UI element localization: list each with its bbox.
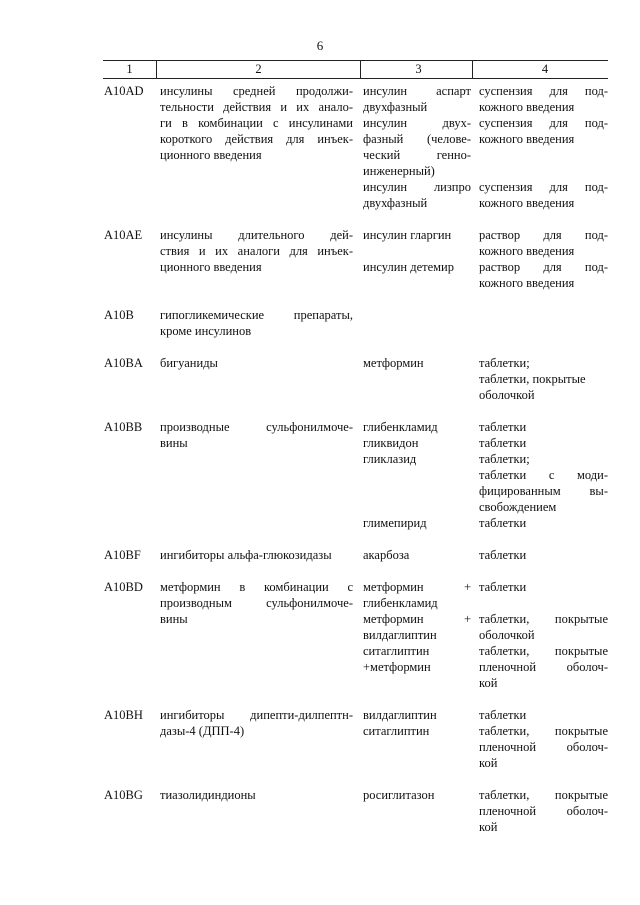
group-description-cell xyxy=(156,227,359,291)
table-row xyxy=(103,307,608,339)
drug-name-line xyxy=(363,243,471,259)
group-description-line: ингибиторы дипепти-дилпептн- xyxy=(160,708,353,722)
atc-code: A10BB xyxy=(104,420,143,434)
table-body xyxy=(103,83,608,835)
drug-name-line xyxy=(363,499,471,515)
dosage-form-line: суспензия для под- xyxy=(479,84,608,98)
dosage-form-line: таблетки xyxy=(479,708,527,722)
group-description-line: ционного введения xyxy=(160,148,262,162)
drug-name-cell xyxy=(359,707,471,771)
table-row xyxy=(103,83,608,211)
dosage-form-line: кожного введения xyxy=(479,196,575,210)
group-description-line: ционного введения xyxy=(160,260,262,274)
dosage-form-line: таблетки, покрытые xyxy=(479,788,608,802)
atc-code: A10B xyxy=(104,308,134,322)
group-description-cell xyxy=(156,419,359,531)
drug-name-line: росиглитазон xyxy=(363,788,435,802)
dosage-form-line: таблетки, покрытые xyxy=(479,724,608,738)
group-description-line: тельности действия и их анало- xyxy=(160,100,353,114)
dosage-form-line: таблетки; xyxy=(479,356,530,370)
dosage-form-line: кожного введения xyxy=(479,132,575,146)
drug-name-line: инженерный) xyxy=(363,164,435,178)
drug-name-line: метформин + xyxy=(363,612,471,626)
dosage-form-line: пленочной оболоч- xyxy=(479,660,608,674)
group-description-line: ги в комбинации с инсулинами xyxy=(160,116,353,130)
drug-name-line: ческий генно- xyxy=(363,148,471,162)
group-description-line: короткого действия для инъек- xyxy=(160,132,353,146)
header-col-4: 4 xyxy=(472,61,609,78)
dosage-form-line: кожного введения xyxy=(479,244,575,258)
table-row xyxy=(103,579,608,691)
dosage-form-line: таблетки xyxy=(479,516,527,530)
table-header xyxy=(103,60,608,79)
group-description-cell xyxy=(156,579,359,691)
dosage-form-cell xyxy=(471,787,608,835)
drug-name-line: метформин xyxy=(363,356,424,370)
dosage-form-line: таблетки xyxy=(479,548,527,562)
dosage-form-cell xyxy=(471,355,608,403)
group-description-line: дазы-4 (ДПП-4) xyxy=(160,724,245,738)
dosage-form-line: раствор для под- xyxy=(479,260,608,274)
drug-name-line: вилдаглиптин xyxy=(363,708,437,722)
group-description-line: гипогликемические препараты, xyxy=(160,308,353,322)
group-description-cell xyxy=(156,787,359,835)
drug-name-line: метформин + xyxy=(363,580,471,594)
table-row xyxy=(103,547,608,563)
atc-code: A10BG xyxy=(104,788,143,802)
group-description-line: тиазолидиндионы xyxy=(160,788,256,802)
header-col-1: 1 xyxy=(126,62,133,76)
table-row xyxy=(103,707,608,771)
page-number: 6 xyxy=(316,38,324,53)
dosage-form-line: оболочкой xyxy=(479,388,535,402)
dosage-form-cell xyxy=(471,83,608,211)
atc-code: A10AD xyxy=(104,84,144,98)
dosage-form-line: кожного введения xyxy=(479,100,575,114)
drug-name-line xyxy=(363,483,471,499)
drug-name-cell xyxy=(359,419,471,531)
dosage-form-line: таблетки xyxy=(479,580,527,594)
group-description-cell xyxy=(156,307,359,339)
dosage-form-line: кой xyxy=(479,676,498,690)
dosage-form-line: таблетки, покрытые xyxy=(479,612,608,626)
drug-name-cell xyxy=(359,355,471,403)
atc-code: A10BF xyxy=(104,548,141,562)
group-description-line: кроме инсулинов xyxy=(160,324,252,338)
dosage-form-line xyxy=(479,595,608,611)
group-description-line: производные сульфонилмоче- xyxy=(160,420,353,434)
dosage-form-line: таблетки с моди- xyxy=(479,468,608,482)
dosage-form-cell xyxy=(471,547,608,563)
drug-name-cell xyxy=(359,83,471,211)
dosage-form-line: таблетки; xyxy=(479,452,530,466)
drug-name-line: гликлазид xyxy=(363,452,417,466)
drug-name-cell xyxy=(359,787,471,835)
drug-name-line: инсулин гларгин xyxy=(363,228,452,242)
drug-name-line: фазный (челове- xyxy=(363,132,471,146)
dosage-form-line: пленочной оболоч- xyxy=(479,740,608,754)
atc-code: A10BH xyxy=(104,708,143,722)
dosage-form-line: таблетки xyxy=(479,420,527,434)
dosage-form-line: таблетки, покрытые xyxy=(479,372,586,386)
table-row xyxy=(103,787,608,835)
drug-name-cell xyxy=(359,307,471,339)
drug-name-line: инсулин детемир xyxy=(363,260,454,274)
dosage-form-line: суспензия для под- xyxy=(479,116,608,130)
dosage-form-line: таблетки, покрытые xyxy=(479,644,608,658)
dosage-form-cell xyxy=(471,307,608,339)
dosage-form-cell xyxy=(471,227,608,291)
drug-name-line: вилдаглиптин xyxy=(363,628,437,642)
dosage-form-line: кой xyxy=(479,820,498,834)
drug-name-cell xyxy=(359,579,471,691)
dosage-form-line: фицированным вы- xyxy=(479,484,608,498)
drug-name-line: глимепирид xyxy=(363,516,427,530)
dosage-form-line: свобождением xyxy=(479,500,557,514)
table-row xyxy=(103,227,608,291)
dosage-form-line xyxy=(479,163,608,179)
dosage-form-line: таблетки xyxy=(479,436,527,450)
dosage-form-cell xyxy=(471,707,608,771)
group-description-cell xyxy=(156,547,359,563)
group-description-line: бигуаниды xyxy=(160,356,218,370)
drug-classification-table xyxy=(103,60,608,835)
drug-name-line: инсулин двух- xyxy=(363,116,471,130)
dosage-form-line: кожного введения xyxy=(479,276,575,290)
group-description-line: инсулины длительного дей- xyxy=(160,228,353,242)
header-col-2: 2 xyxy=(156,61,360,78)
dosage-form-line: оболочкой xyxy=(479,628,535,642)
group-description-line: ствия и их аналоги для инъек- xyxy=(160,244,353,258)
group-description-cell xyxy=(156,707,359,771)
drug-name-line: глибенкламид xyxy=(363,596,438,610)
dosage-form-cell xyxy=(471,419,608,531)
drug-name-line: инсулин лизпро xyxy=(363,180,471,194)
atc-code: A10BD xyxy=(104,580,143,594)
group-description-line: метформин в комбинации с xyxy=(160,580,353,594)
dosage-form-line: суспензия для под- xyxy=(479,180,608,194)
group-description-line: вины xyxy=(160,612,188,626)
table-row xyxy=(103,419,608,531)
atc-code: A10BA xyxy=(104,356,143,370)
drug-name-line: гликвидон xyxy=(363,436,419,450)
drug-name-line: глибенкламид xyxy=(363,420,438,434)
group-description-line: ингибиторы альфа-глюкозидазы xyxy=(160,548,332,562)
dosage-form-line: раствор для под- xyxy=(479,228,608,242)
group-description-line: производным сульфонилмоче- xyxy=(160,596,353,610)
drug-name-line: ситаглиптин xyxy=(363,644,430,658)
drug-name-line: акарбоза xyxy=(363,548,410,562)
drug-name-line: ситаглиптин xyxy=(363,724,430,738)
group-description-cell xyxy=(156,355,359,403)
dosage-form-line xyxy=(479,147,608,163)
drug-name-line: двухфазный xyxy=(363,100,428,114)
drug-name-line: инсулин аспарт xyxy=(363,84,471,98)
group-description-line: инсулины средней продолжи- xyxy=(160,84,353,98)
table-row xyxy=(103,355,608,403)
dosage-form-line: кой xyxy=(479,756,498,770)
group-description-cell xyxy=(156,83,359,211)
drug-name-line: +метформин xyxy=(363,660,431,674)
header-col-3: 3 xyxy=(360,61,472,78)
group-description-line: вины xyxy=(160,436,188,450)
dosage-form-cell xyxy=(471,579,608,691)
drug-name-line xyxy=(363,467,471,483)
dosage-form-line: пленочной оболоч- xyxy=(479,804,608,818)
drug-name-cell xyxy=(359,547,471,563)
atc-code: A10AE xyxy=(104,228,143,242)
drug-name-line: двухфазный xyxy=(363,196,428,210)
drug-name-cell xyxy=(359,227,471,291)
